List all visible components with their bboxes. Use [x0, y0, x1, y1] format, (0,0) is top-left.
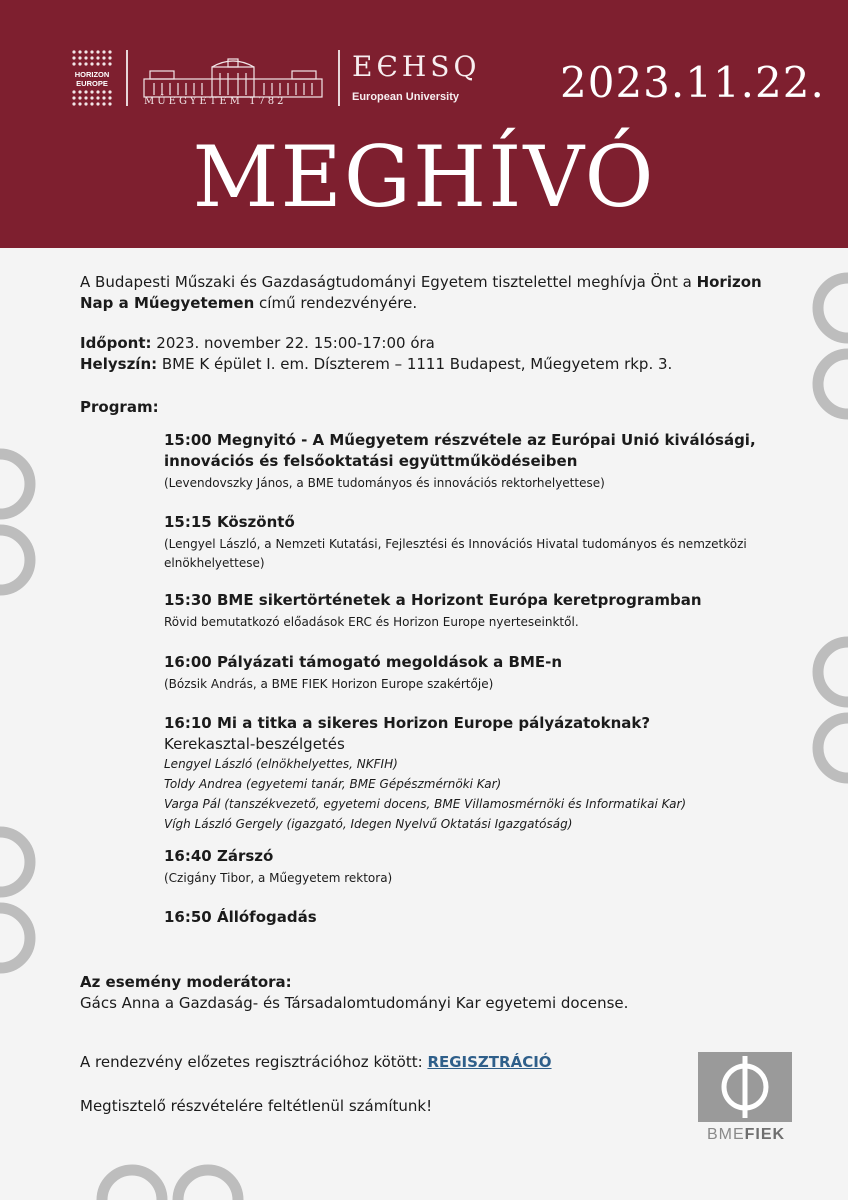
panel-member: Varga Pál (tanszékvezető, egyetemi docens, BME Villamosmérnöki és Informatikai Kar)	[164, 797, 687, 811]
program-item-title: 16:10 Mi a titka a sikeres Horizon Europe pályázatoknak?	[164, 714, 651, 732]
program-label: Program:	[80, 398, 159, 416]
program-item-title: 15:15 Köszöntő	[164, 513, 295, 531]
panel-member: Vígh László Gergely (igazgató, Idegen Nyelvű Oktatási Igazgatóság)	[164, 817, 573, 831]
header-divider	[126, 50, 128, 106]
program-item	[164, 652, 774, 694]
registration-link[interactable]: REGISZTRÁCIÓ	[427, 1053, 552, 1071]
bme-logo-caption: MŰEGYETEM 1782	[144, 96, 287, 107]
page-title: MEGHÍVÓ	[192, 128, 656, 226]
header-band	[0, 0, 848, 248]
program-item	[164, 590, 774, 632]
program-item	[164, 430, 774, 493]
program-item	[164, 907, 774, 928]
decorative-arc	[0, 826, 40, 966]
program-item-title: 16:00 Pályázati támogató megoldások a BME-n	[164, 653, 563, 671]
fiek-logo-text	[698, 1126, 794, 1144]
program-item-speaker: (Lengyel László, a Nemzeti Kutatási, Fejlesztési és Innovációs Hivatal tudományos és nemzetközi elnökhelyettese)	[164, 537, 747, 570]
horizon-europe-logo	[70, 48, 116, 106]
program-item-speaker: Rövid bemutatkozó előadások ERC és Horizon Europe nyerteseinktől.	[164, 615, 579, 629]
header-divider	[338, 50, 340, 106]
time-row	[80, 333, 780, 354]
event-name: Horizon Nap a Műegyetemen	[80, 273, 762, 312]
enhance-logo-mark: EЄHSQ	[352, 50, 481, 83]
program-item	[164, 846, 774, 888]
time-label: Időpont:	[80, 334, 152, 352]
horizon-logo-line2: EUROPE	[76, 79, 108, 88]
moderator-label: Az esemény moderátora:	[80, 973, 292, 991]
program-item-speaker: (Bózsik András, a BME FIEK Horizon Europe szakértője)	[164, 677, 494, 691]
enhance-logo	[352, 50, 481, 84]
program-item-title: 16:40 Zárszó	[164, 847, 274, 865]
event-details	[80, 333, 780, 375]
program-item	[164, 512, 774, 573]
registration-text: A rendezvény előzetes regisztrációhoz kötött:	[80, 1053, 428, 1071]
event-date: 2023.11.22.	[560, 58, 825, 107]
place-value: BME K épület I. em. Díszterem – 1111 Budapest, Műegyetem rkp. 3.	[157, 355, 673, 373]
fiek-logo-text-light: BME	[706, 1126, 745, 1143]
time-value: 2023. november 22. 15:00-17:00 óra	[151, 334, 435, 352]
moderator-section	[80, 972, 780, 1014]
program-item-title: 15:00 Megnyitó - A Műegyetem részvétele az Európai Unió kiválósági, innovációs és felsőoktatási együttműködéseiben	[164, 431, 756, 470]
decorative-arc	[806, 636, 848, 796]
horizon-logo-line1: HORIZON	[74, 70, 110, 79]
intro-text-after: című rendezvényére.	[254, 294, 418, 312]
intro-text: A Budapesti Műszaki és Gazdaságtudományi Egyetem tisztelettel meghívja Önt a	[80, 273, 697, 291]
enhance-logo-caption: European University	[352, 91, 459, 103]
decorative-arc	[0, 448, 40, 578]
fiek-logo-text-bold: FIEK	[744, 1126, 786, 1143]
program-item-speaker: (Levendovszky János, a BME tudományos és innovációs rektorhelyettese)	[164, 476, 605, 490]
registration-line	[80, 1053, 552, 1071]
fiek-logo	[698, 1052, 792, 1122]
moderator-name: Gács Anna a Gazdaság- és Társadalomtudományi Kar egyetemi docense.	[80, 994, 629, 1012]
closing-text: Megtisztelő részvételére feltétlenül számítunk!	[80, 1097, 433, 1115]
program-item	[164, 713, 774, 834]
program-item-title: 16:50 Állófogadás	[164, 908, 317, 926]
intro-paragraph	[80, 272, 780, 314]
program-item-format: Kerekasztal-beszélgetés	[164, 735, 345, 753]
program-item-title: 15:30 BME sikertörténetek a Horizont Európa keretprogramban	[164, 591, 702, 609]
decorative-arc	[96, 1160, 256, 1200]
decorative-arc	[806, 272, 848, 402]
panel-member: Toldy Andrea (egyetemi tanár, BME Gépészmérnöki Kar)	[164, 777, 502, 791]
place-label: Helyszín:	[80, 355, 158, 373]
program-item-speaker: (Czigány Tibor, a Műegyetem rektora)	[164, 871, 393, 885]
place-row	[80, 354, 780, 375]
panel-member: Lengyel László (elnökhelyettes, NKFIH)	[164, 757, 398, 771]
